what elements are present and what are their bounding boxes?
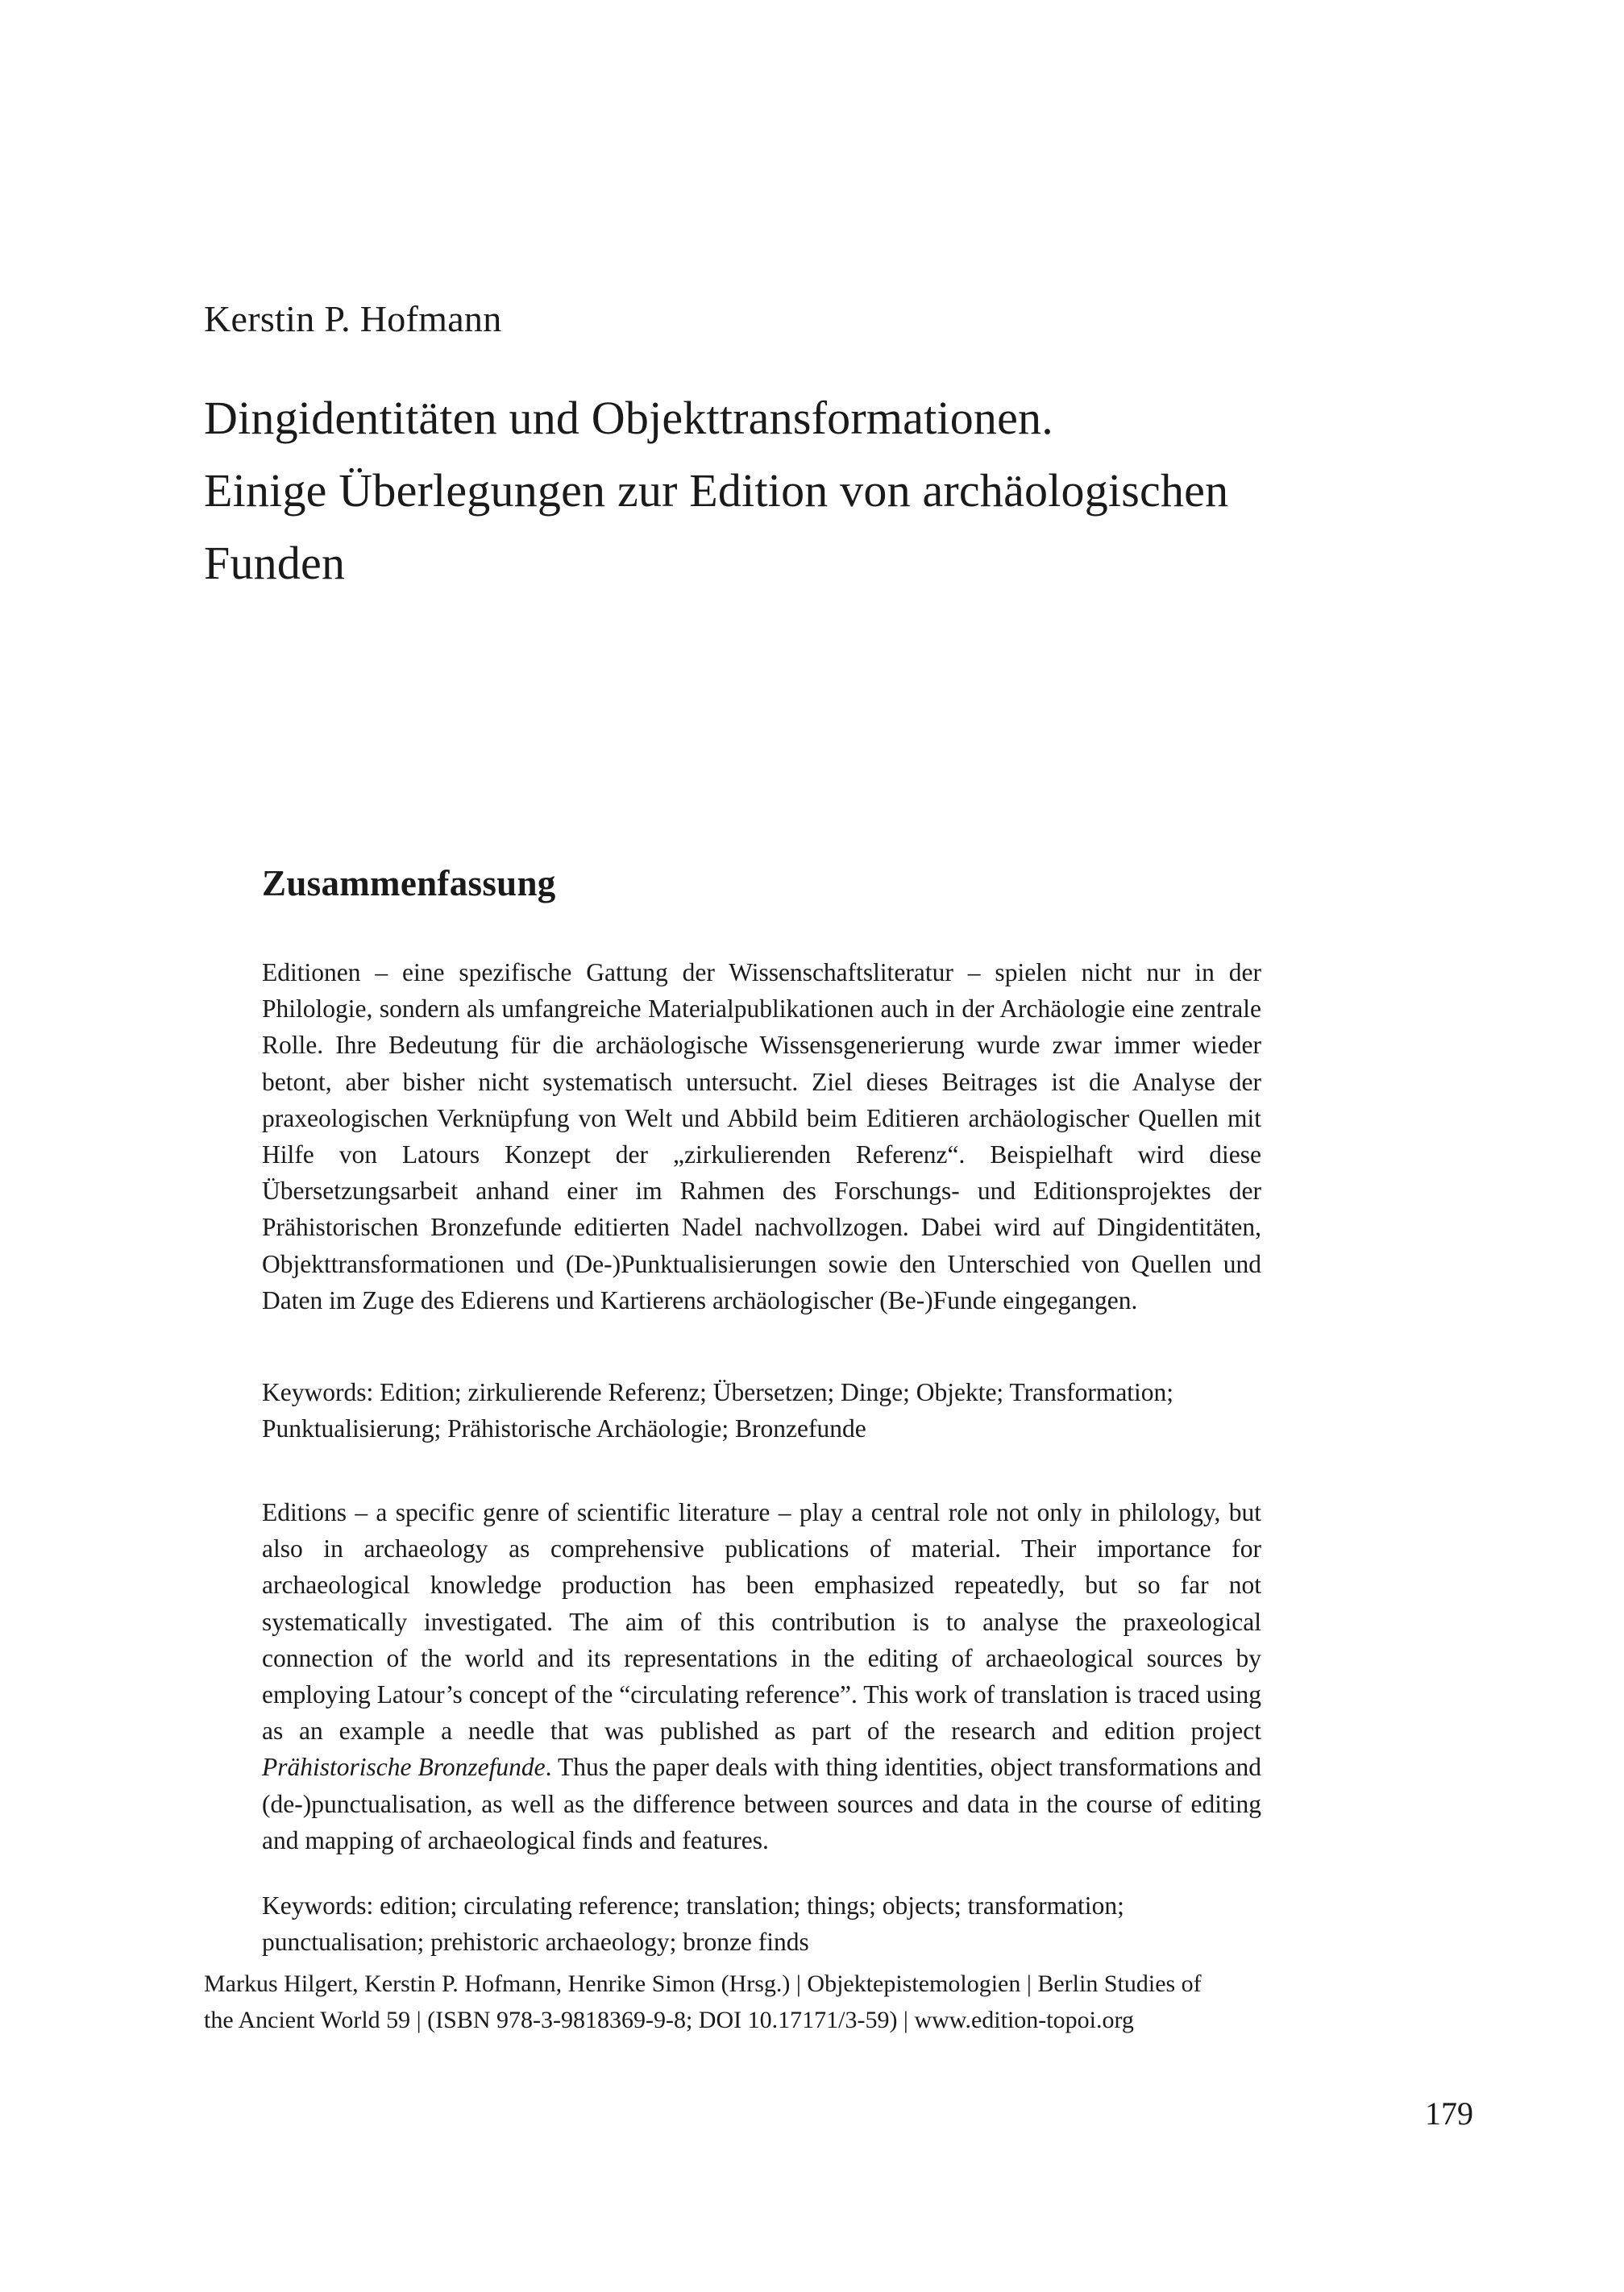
- publication-footer: [204, 1966, 1261, 2038]
- abstract-english-part-2: . Thus the paper deals with thing identities, object transformations and (de-)punctualisation, as well as the difference between sources and data in the course of editing and mapping of archaeological finds and features.: [262, 1753, 1262, 1854]
- title-line-2: Einige Überlegungen zur Edition von archäologischen: [204, 464, 1229, 517]
- title-line-1: Dingidentitäten und Objekttransformationen.: [204, 392, 1053, 444]
- keywords-english: Keywords: edition; circulating reference; translation; things; objects; transformation; punctualisation; prehistoric archaeology; bronze finds: [262, 1891, 1124, 1957]
- summary-heading: Zusammenfassung: [262, 863, 556, 903]
- footer-line-2: the Ancient World 59 | (ISBN 978-3-9818369-9-8; DOI 10.17171/3-59) | www.edition-topoi.org: [204, 2007, 1134, 2033]
- article-title: [204, 382, 1461, 600]
- keywords-german: Keywords: Edition; zirkulierende Referenz; Übersetzen; Dinge; Objekte; Transformation; Punktualisierung; Prähistorische Archäologie; Bronzefunde: [262, 1378, 1174, 1443]
- abstract-english: [262, 1494, 1261, 1858]
- footer-line-1: Markus Hilgert, Kerstin P. Hofmann, Henrike Simon (Hrsg.) | Objektepistemologien | Berlin Studies of: [204, 1970, 1202, 1997]
- author-name: Kerstin P. Hofmann: [204, 298, 502, 339]
- abstract-german: Editionen – eine spezifische Gattung der Wissenschaftsliteratur – spielen nicht nur in der Philologie, sondern als umfangreiche Materialpublikationen auch in der Archäologie eine zentrale Rolle. Ihre Bedeutung für die archäologische Wissensgenerierung wurde zwar immer wieder betont, aber bisher nicht systematisch untersucht. Ziel dieses Beitrages ist die Analyse der praxeologischen Verknüpfung von Welt und Abbild beim Editieren archäologischer Quellen mit Hilfe von Latours Konzept der „zirkulierenden Referenz“. Beispielhaft wird diese Übersetzungsarbeit anhand einer im Rahmen des Forschungs- und Editionsprojektes der Prähistorischen Bronzefunde editierten Nadel nachvollzogen. Dabei wird auf Dingidentitäten, Objekttransformationen und (De-)Punktualisierungen sowie den Unterschied von Quellen und Daten im Zuge des Edierens und Kartierens archäologischer (Be-)Funde eingegangen.: [262, 958, 1261, 1314]
- abstract-english-project-name: Prähistorische Bronzefunde: [262, 1753, 546, 1782]
- abstract-english-part-1: Editions – a specific genre of scientific literature – play a central role not only in philology, but also in archaeology as comprehensive publications of material. Their importance for archaeological knowledge production has been emphasized repeatedly, but so far not systematically investigated. The aim of this contribution is to analyse the praxeological connection of the world and its representations in the editing of archaeological sources by employing Latour’s concept of the “circulating reference”. This work of translation is traced using as an example a needle that was published as part of the research and edition project: [262, 1498, 1261, 1746]
- title-line-3: Funden: [204, 537, 346, 589]
- page-number: 179: [1425, 2095, 1473, 2132]
